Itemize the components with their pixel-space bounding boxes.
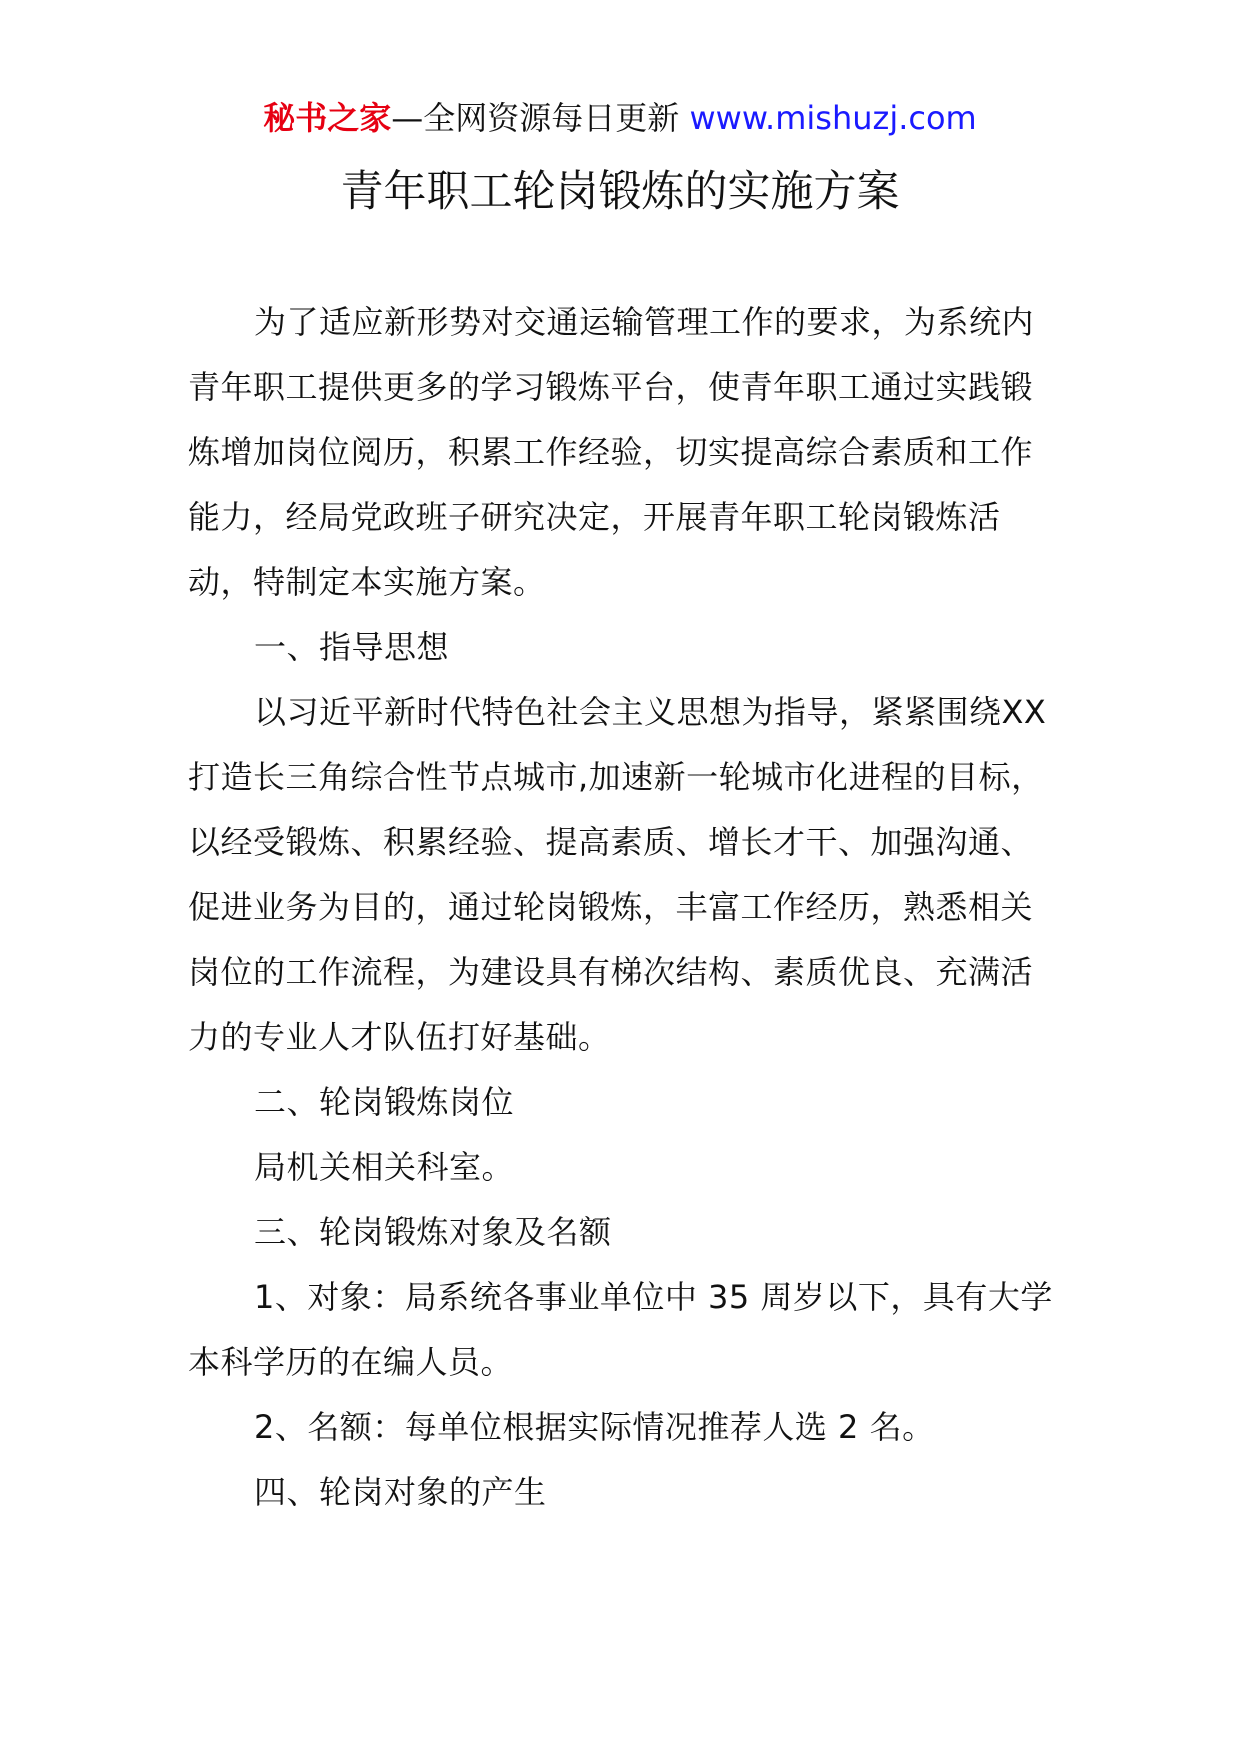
site-tagline: —全网资源每日更新 xyxy=(391,99,690,137)
site-header xyxy=(0,98,1240,138)
targets-item: 1、对象：局系统各事业单位中 35 周岁以下，具有大学本科学历的在编人员。 xyxy=(188,1278,1053,1381)
site-brand: 秘书之家 xyxy=(263,99,392,137)
site-url-link[interactable]: www.mishuzj.com xyxy=(689,99,977,137)
guiding-ideology-paragraph: 以习近平新时代特色社会主义思想为指导，紧紧围绕XX 打造长三角综合性节点城市,加速新一轮城市化进程的目标，以经受锻炼、积累经验、提高素质、增长才干、加强沟通、促进业务为目的，通过轮岗锻炼，丰富工作经历，熟悉相关岗位的工作流程，为建设具有梯次结构、素质优良、充满活力的专业人才队伍打好基础。 xyxy=(188,693,1058,1056)
section-heading-targets-and-quota: 三、轮岗锻炼对象及名额 xyxy=(254,1213,612,1251)
section-heading-selection: 四、轮岗对象的产生 xyxy=(254,1473,547,1511)
section-heading-rotation-posts: 二、轮岗锻炼岗位 xyxy=(254,1083,515,1121)
quota-item: 2、名额：每单位根据实际情况推荐人选 2 名。 xyxy=(254,1408,935,1446)
document-title: 青年职工轮岗锻炼的实施方案 xyxy=(340,167,900,217)
intro-paragraph: 为了适应新形势对交通运输管理工作的要求，为系统内青年职工提供更多的学习锻炼平台，使青年职工通过实践锻炼增加岗位阅历，积累工作经验，切实提高综合素质和工作能力，经局党政班子研究决定，开展青年职工轮岗锻炼活动，特制定本实施方案。 xyxy=(188,303,1035,601)
rotation-posts-paragraph: 局机关相关科室。 xyxy=(254,1148,515,1186)
section-heading-guiding-ideology: 一、指导思想 xyxy=(254,628,450,666)
document-body xyxy=(188,290,1060,1525)
